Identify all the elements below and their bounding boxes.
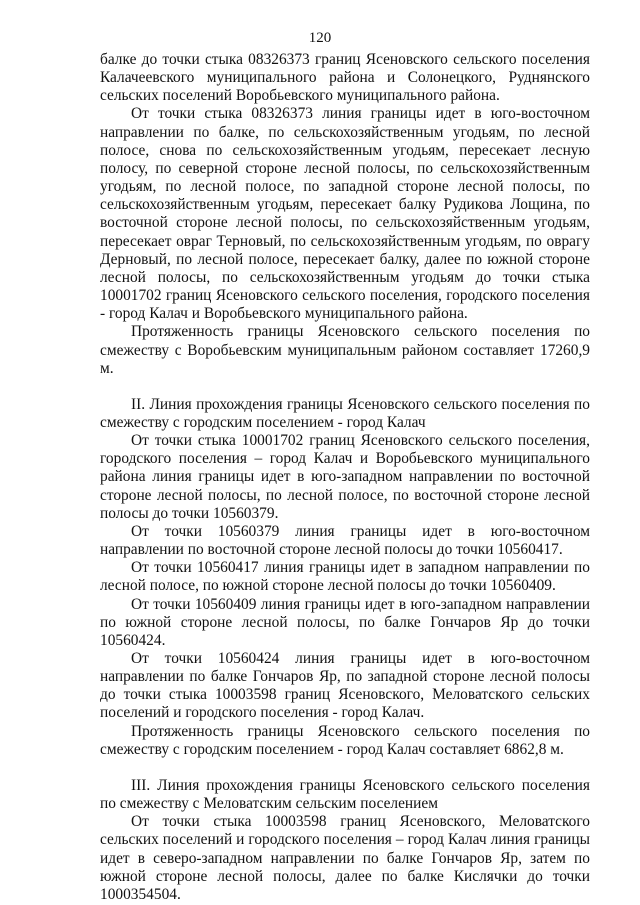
paragraph: Протяженность границы Ясеновского сельского поселения по смежеству с городским поселением - город Калач составляет 6862,8 м. — [100, 722, 590, 758]
page-number: 120 — [308, 30, 332, 46]
document-body — [100, 51, 590, 904]
paragraph: От точки стыка 08326373 линия границы идет в юго-восточном направлении по балке, по сельскохозяйственным угодьям, по лесной полосе, снова по сельскохозяйственным угодьям, пересекает лесную полосу, по северной стороне лесной полосы, по сельскохозяйственным угодьям, по лесной полосе, по западной стороне лесной полосы, по сельскохозяйственным угодьям, пересекает балку Рудикова Лощина, по восточной стороне лесной полосы, по сельскохозяйственным угодьям, пересекает овраг Терновый, по сельскохозяйственным угодьям, по оврагу Дерновый, по лесной полосе, пересекает балку, далее по южной стороне лесной полосы, по сельскохозяйственным угодьям до точки стыка 10001702 границ Ясеновского сельского поселения, городского поселения - город Калач и Воробьевского муниципального района. — [100, 105, 590, 323]
paragraph: От точки 10560424 линия границы идет в юго-восточном направлении по балке Гончаров Яр, по западной стороне лесной полосы до точки стыка 10003598 границ Ясеновского, Меловатского сельских поселений и городского поселения - город Калач. — [100, 650, 590, 722]
paragraph: От точки стыка 10003598 границ Ясеновского, Меловатского сельских поселений и городского поселения – город Калач линия границы идет в северо-западном направлении по балке Гончаров Яр, затем по южной стороне лесной полосы, далее по балке Кислячки до точки 1000354504. — [100, 813, 590, 903]
paragraph: От точки стыка 10001702 границ Ясеновского сельского поселения, городского поселения – город Калач и Воробьевского муниципального района линия границы идет в юго-западном направлении по восточной стороне лесной полосы, по лесной полосе, по восточной стороне лесной полосы до точки 10560379. — [100, 432, 590, 522]
section-spacer — [100, 378, 590, 396]
section-heading: II. Линия прохождения границы Ясеновского сельского поселения по смежеству с городским поселением - город Калач — [100, 395, 590, 431]
paragraph: От точки 10560417 линия границы идет в западном направлении по лесной полосе, по южной стороне лесной полосы до точки 10560409. — [100, 559, 590, 595]
paragraph: От точки 10560379 линия границы идет в юго-восточном направлении по восточной стороне лесной полосы до точки 10560417. — [100, 522, 590, 559]
paragraph: От точки 10560409 линия границы идет в юго-западном направлении по южной стороне лесной полосы, по балке Гончаров Яр до точки 10560424. — [100, 595, 590, 649]
paragraph: балке до точки стыка 08326373 границ Ясеновского сельского поселения Калачеевского муниципального района и Солонецкого, Руднянского сельских поселений Воробьевского муниципального района. — [100, 51, 590, 105]
section-heading: III. Линия прохождения границы Ясеновского сельского поселения по смежеству с Меловатским сельским поселением — [100, 776, 590, 813]
section-spacer — [100, 759, 590, 777]
paragraph: Протяженность границы Ясеновского сельского поселения по смежеству с Воробьевским муниципальным районом составляет 17260,9 м. — [100, 323, 590, 377]
